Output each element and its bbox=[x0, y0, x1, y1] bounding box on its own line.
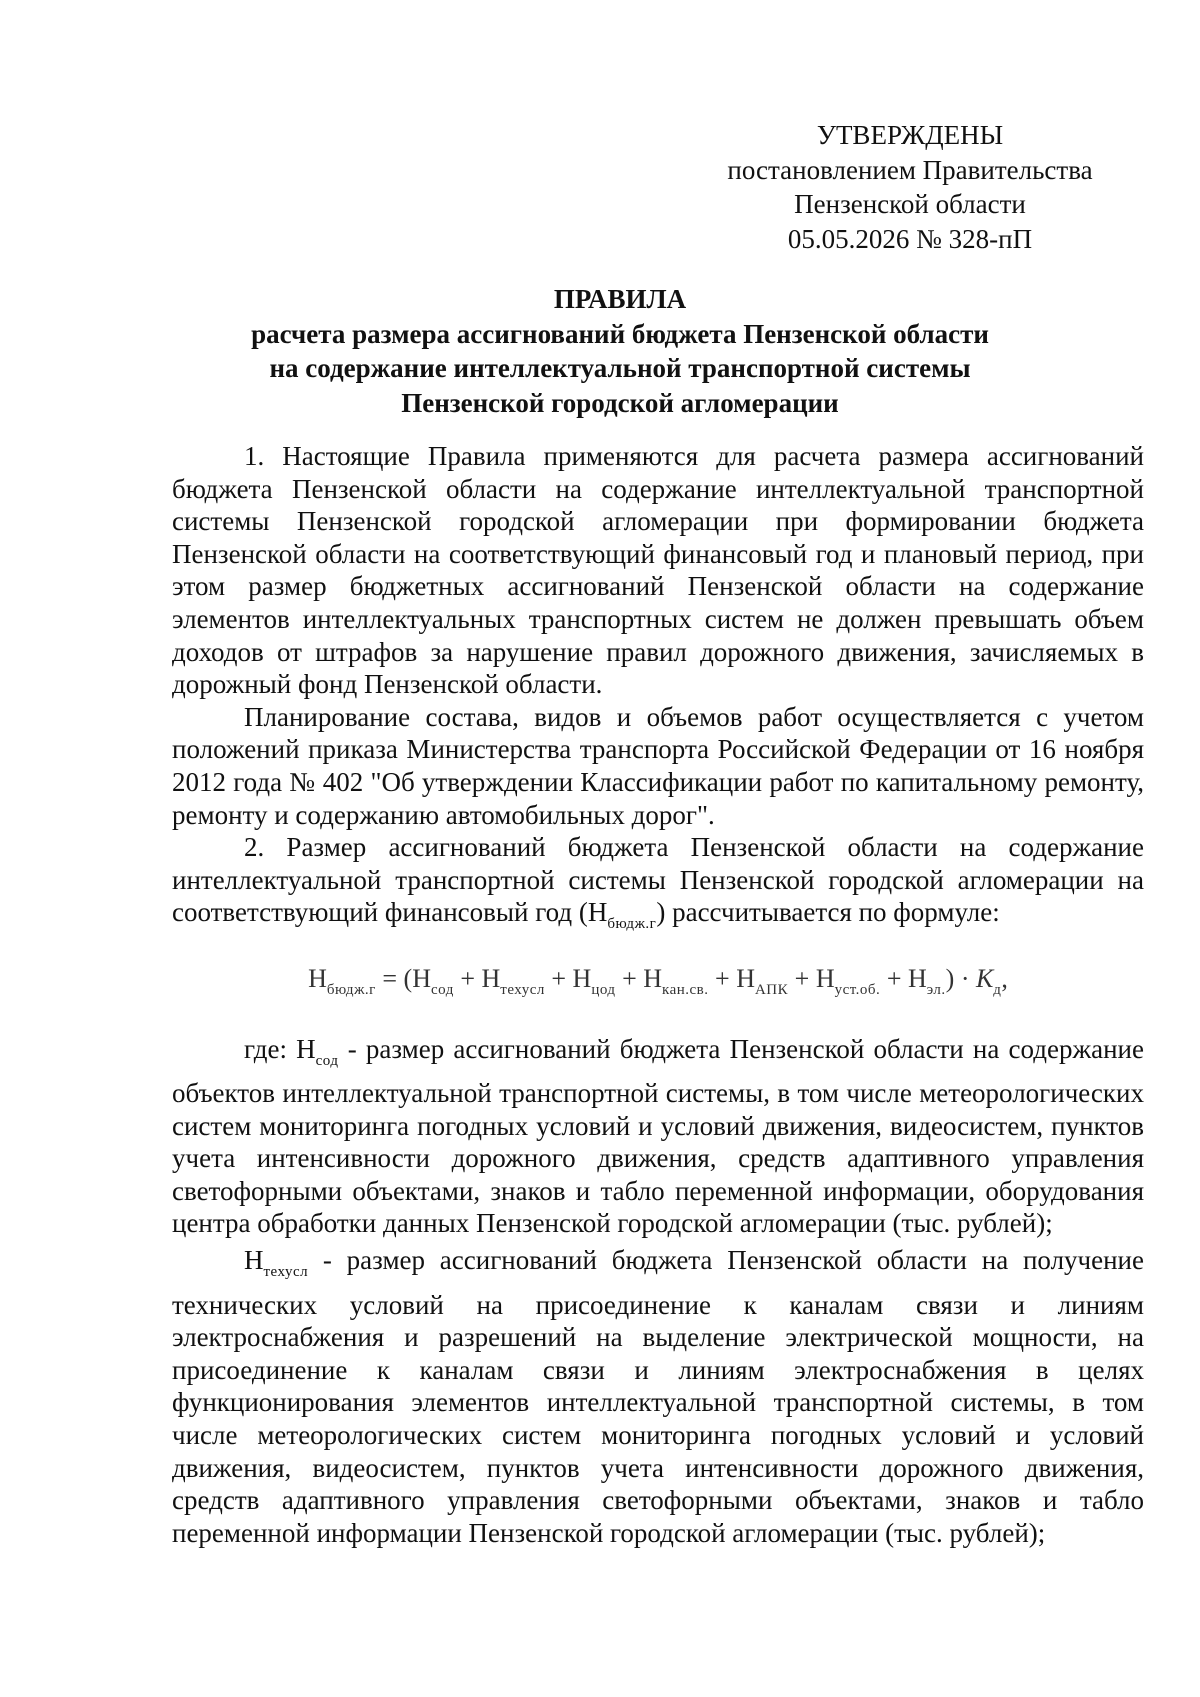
formula-operator: + bbox=[551, 963, 567, 993]
paragraph-4-text: - размер ассигнований бюджета Пензенской области на содержание объектов интеллектуальной транспортной системы, в том числе метеорологических систем мониторинга погодных условий и условий движения, видеосистем, пунктов учета интенсивности дорожного движения, средств адаптивного управления светофорными объектами, знаков и табло переменной информации, оборудования центра обработки данных Пензенской городской агломерации (тыс. рублей); bbox=[172, 1033, 1144, 1239]
formula-h: Н bbox=[736, 963, 755, 993]
formula-k: К bbox=[976, 963, 994, 993]
formula-h: Н bbox=[412, 963, 431, 993]
formula-h: Н bbox=[308, 963, 327, 993]
formula-operator: + bbox=[715, 963, 730, 993]
approval-region: Пензенской области bbox=[794, 189, 1026, 219]
symbol-h: Н bbox=[244, 1245, 264, 1276]
document-title bbox=[170, 282, 1070, 420]
symbol-subscript: техусл bbox=[263, 1264, 309, 1281]
paragraph-5-text: - размер ассигнований бюджета Пензенской области на получение технических условий на присоединение к каналам связи и линиям электроснабжения и разрешений на выделение электрической мощности, на присоединение к каналам связи и линиям электроснабжения в целях функционирования элементов интеллектуальной транспортной системы, в том числе метеорологических систем мониторинга погодных условий и условий движения, видеосистем, пунктов учета интенсивности дорожного движения, средств адаптивного управления светофорными объектами, знаков и табло переменной информации Пензенской городской агломерации (тыс. рублей); bbox=[172, 1245, 1144, 1548]
title-heading: ПРАВИЛА bbox=[553, 284, 687, 314]
paragraph-2: Планирование состава, видов и объемов работ осуществляется с учетом положений приказа Министерства транспорта Российской Федерации от 16 ноября 2012 года № 402 "Об утверждении Классификации работ по капитальному ремонту, ремонту и содержанию автомобильных дорог". bbox=[172, 701, 1144, 830]
formula-subscript: техусл bbox=[500, 981, 545, 998]
approval-resolution: постановлением Правительства bbox=[727, 154, 1093, 185]
formula-operator: ( bbox=[403, 963, 413, 993]
formula-subscript: бюдж.г bbox=[326, 981, 376, 998]
paragraph-5 bbox=[172, 1244, 1144, 1549]
title-line-3: на содержание интеллектуальной транспортной системы bbox=[269, 353, 971, 383]
title-line-2: расчета размера ассигнований бюджета Пензенской области bbox=[251, 318, 989, 349]
formula-operator: · bbox=[960, 963, 970, 993]
paragraph-3-after: ) рассчитывается по формуле: bbox=[656, 897, 1000, 928]
formula-operator: + bbox=[460, 963, 475, 993]
symbol-h: Н bbox=[587, 897, 608, 928]
formula-operator: + bbox=[886, 963, 902, 993]
formula-subscript: уст.об. bbox=[834, 981, 881, 998]
paragraph-1: 1. Настоящие Правила применяются для расчета размера ассигнований бюджета Пензенской области на содержание интеллектуальной транспортной системы Пензенской городской агломерации при формировании бюджета Пензенской области на соответствующий финансовый год и плановый период, при этом размер бюджетных ассигнований Пензенской области на содержание элементов интеллектуальных транспортных систем не должен превышать объем доходов от штрафов за нарушение правил дорожного движения, зачисляемых в дорожный фонд Пензенской области. bbox=[172, 441, 1144, 700]
formula-h: Н bbox=[643, 963, 663, 993]
budget-formula bbox=[172, 963, 1144, 1007]
formula-operator: , bbox=[1001, 963, 1008, 993]
formula-operator: + bbox=[622, 963, 637, 993]
formula-operator: ) bbox=[945, 963, 955, 993]
formula-h: Н bbox=[572, 963, 592, 993]
formula-h: Н bbox=[481, 963, 501, 993]
approval-heading: УТВЕРЖДЕНЫ bbox=[816, 120, 1004, 150]
approval-stamp bbox=[700, 118, 1120, 256]
formula-h: Н bbox=[907, 963, 927, 993]
symbol-subscript: бюдж.г bbox=[607, 916, 657, 933]
formula-subscript: цод bbox=[591, 981, 616, 998]
formula-subscript: д bbox=[993, 981, 1002, 998]
paragraph-3-before: 2. Размер ассигнований бюджета Пензенской области на содержание интеллектуальной транспортной системы Пензенской городской агломерации на соответствующий финансовый год ( bbox=[172, 832, 1144, 928]
symbol-h: Н bbox=[296, 1033, 316, 1064]
formula-subscript: эл. bbox=[926, 981, 946, 998]
formula-subscript: кан.св. bbox=[662, 981, 709, 998]
formula-subscript: АПК bbox=[754, 981, 789, 998]
paragraph-4 bbox=[172, 1033, 1144, 1241]
formula-h: Н bbox=[815, 963, 835, 993]
formula-subscript: сод bbox=[430, 981, 454, 998]
formula-operator: = bbox=[382, 963, 398, 993]
document-body bbox=[172, 440, 1144, 1549]
title-line-4: Пензенской городской агломерации bbox=[401, 387, 839, 418]
formula-operator: + bbox=[794, 963, 810, 993]
paragraph-4-lead: где: bbox=[244, 1033, 287, 1064]
paragraph-3 bbox=[172, 831, 1144, 941]
approval-date-number: 05.05.2026 № 328-пП bbox=[787, 223, 1033, 254]
symbol-subscript: сод bbox=[315, 1052, 339, 1069]
